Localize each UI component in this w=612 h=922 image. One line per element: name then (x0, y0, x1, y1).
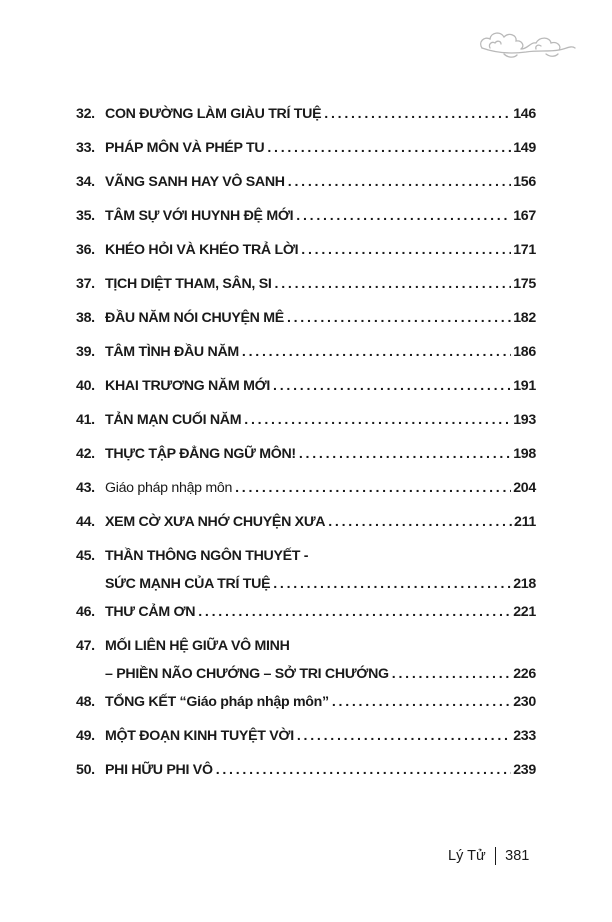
toc-entry-title: KHAI TRƯƠNG NĂM MỚI (105, 378, 271, 394)
toc-leader-dots (273, 576, 511, 592)
toc-leader-dots (216, 762, 512, 778)
toc-entry-title: TỔNG KẾT “Giáo pháp nhập môn” (105, 694, 329, 710)
toc-entry-title: PHÁP MÔN VÀ PHÉP TU (105, 140, 265, 156)
toc-entry-title: THỰC TẬP ĐẲNG NGỮ MÔN! (105, 446, 296, 462)
toc-entry-page: 171 (513, 242, 536, 258)
toc-entry (76, 480, 536, 502)
toc-entry-page: 204 (513, 480, 536, 496)
toc-entry-number: 42. (76, 446, 95, 462)
toc-entry-page: 167 (513, 208, 536, 224)
toc-entry (76, 174, 536, 196)
toc-entry (76, 242, 536, 264)
toc-leader-dots (287, 310, 511, 326)
toc-leader-dots (297, 728, 511, 744)
toc-entry-number: 41. (76, 412, 95, 428)
toc-entry-number: 39. (76, 344, 95, 360)
toc-entry-title: MỘT ĐOẠN KINH TUYỆT VỜI (105, 728, 294, 744)
toc-entry-title: XEM CỜ XƯA NHỚ CHUYỆN XƯA (105, 514, 326, 530)
toc-entry (76, 638, 536, 686)
cloud-ornament-icon (476, 28, 580, 62)
toc-entry-title: VÃNG SANH HAY VÔ SANH (105, 174, 285, 190)
toc-entry (76, 762, 536, 784)
toc-entry-number: 36. (76, 242, 95, 258)
toc-entry-number: 44. (76, 514, 95, 530)
toc-entry-number: 50. (76, 762, 95, 778)
toc-entry-page: 193 (513, 412, 536, 428)
toc-leader-dots (244, 412, 511, 428)
toc-entry-title: KHÉO HỎI VÀ KHÉO TRẢ LỜI (105, 242, 299, 258)
toc-entry-page: 233 (513, 728, 536, 744)
toc-entry-number: 46. (76, 604, 95, 620)
toc-entry (76, 208, 536, 230)
toc-entry-page: 146 (513, 106, 536, 122)
toc-entry (76, 140, 536, 162)
toc-entry-page: 226 (513, 666, 536, 682)
toc-entry-title: MỐI LIÊN HỆ GIỮA VÔ MINH (105, 638, 290, 654)
toc-entry-page: 156 (513, 174, 536, 190)
toc-entry-page: 211 (514, 514, 536, 530)
toc-entry-title: TÂM TÌNH ĐẦU NĂM (105, 344, 239, 360)
toc-entry (76, 514, 536, 536)
toc-entry-title: ĐẦU NĂM NÓI CHUYỆN MÊ (105, 310, 284, 326)
toc-entry-title: TẢN MẠN CUỐI NĂM (105, 412, 242, 428)
toc-entry-title: THƯ CẢM ƠN (105, 604, 196, 620)
toc-entry-title-continued: – PHIỀN NÃO CHƯỚNG – SỞ TRI CHƯỚNG (105, 666, 389, 682)
toc-entry-title: CON ĐƯỜNG LÀM GIÀU TRÍ TUỆ (105, 106, 322, 122)
page-footer (448, 847, 529, 865)
footer-page-number: 381 (505, 848, 530, 864)
footer-separator (495, 847, 497, 865)
toc-entry-title: PHI HỮU PHI VÔ (105, 762, 213, 778)
toc-entry-page: 149 (513, 140, 536, 156)
toc-entry-title: THẦN THÔNG NGÔN THUYẾT - (105, 548, 309, 564)
toc-entry-page: 218 (513, 576, 536, 592)
toc-entry (76, 310, 536, 332)
toc-leader-dots (332, 694, 511, 710)
toc-leader-dots (296, 208, 511, 224)
toc-leader-dots (273, 378, 511, 394)
toc-entry-number: 45. (76, 548, 95, 564)
toc-leader-dots (267, 140, 511, 156)
toc-entry-page: 186 (513, 344, 536, 360)
toc-entry-page: 175 (513, 276, 536, 292)
toc-entry (76, 446, 536, 468)
toc-entry (76, 412, 536, 434)
toc-entry (76, 276, 536, 298)
toc-leader-dots (235, 480, 511, 496)
toc-entry-number: 35. (76, 208, 95, 224)
toc-entry-page: 221 (513, 604, 536, 620)
toc-leader-dots (328, 514, 512, 530)
toc-entry-number: 37. (76, 276, 95, 292)
toc-leader-dots (392, 666, 511, 682)
toc-leader-dots (299, 446, 511, 462)
toc-entry (76, 106, 536, 128)
toc-entry-number: 43. (76, 480, 95, 496)
toc-entry-number: 34. (76, 174, 95, 190)
toc-entry-page: 191 (513, 378, 536, 394)
toc-entry-number: 48. (76, 694, 95, 710)
toc-entry (76, 344, 536, 366)
toc-entry-number: 49. (76, 728, 95, 744)
toc-entry-title: TỊCH DIỆT THAM, SÂN, SI (105, 276, 272, 292)
toc-entry-number: 38. (76, 310, 95, 326)
toc-leader-dots (198, 604, 511, 620)
toc-entry-number: 47. (76, 638, 95, 654)
toc-entry (76, 694, 536, 716)
toc-entry (76, 728, 536, 750)
toc-entry-number: 32. (76, 106, 95, 122)
toc-leader-dots (242, 344, 511, 360)
toc-leader-dots (275, 276, 512, 292)
toc-entry-title: TÂM SỰ VỚI HUYNH ĐỆ MỚI (105, 208, 294, 224)
toc-leader-dots (324, 106, 511, 122)
toc-entry-page: 198 (513, 446, 536, 462)
toc-entry-number: 33. (76, 140, 95, 156)
toc-entry-title: Giáo pháp nhập môn (105, 480, 233, 496)
toc-entry-page: 230 (513, 694, 536, 710)
toc-entry (76, 378, 536, 400)
footer-author: Lý Tử (448, 848, 486, 864)
toc-entry-page: 182 (513, 310, 536, 326)
toc-entry (76, 548, 536, 596)
toc-entry-page: 239 (513, 762, 536, 778)
toc-leader-dots (301, 242, 511, 258)
toc-leader-dots (288, 174, 511, 190)
toc-entry (76, 604, 536, 626)
toc-entry-number: 40. (76, 378, 95, 394)
toc-entry-title-continued: SỨC MẠNH CỦA TRÍ TUỆ (105, 576, 271, 592)
